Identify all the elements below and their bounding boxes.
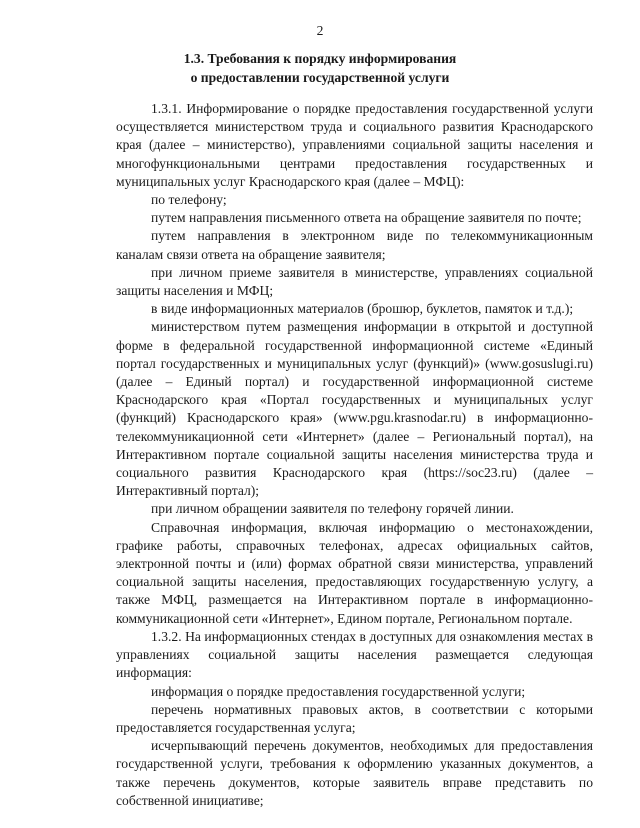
paragraph-1-3-2: 1.3.2. На информационных стендах в доступных для ознакомления местах в управлениях социальной защиты населения размещается следующая информация:	[116, 628, 593, 681]
list-item-documents: исчерпывающий перечень документов, необходимых для предоставления государственной услуги, требования к оформлению указанных документов, а также перечень документов, которые заявитель вправе представить по собственной инициативе;	[116, 738, 593, 808]
list-item-phone: по телефону;	[151, 192, 227, 208]
section-heading	[116, 49, 524, 87]
paragraph-reference-info: Справочная информация, включая информацию о местонахождении, графике работы, справочных телефонах, адресах официальных сайтов, электронной почты и (или) формах обратной связи министерства, управлений социальной защиты населения, предоставляющих государственную услугу, а также МФЦ, размещается на Интерактивном портале в информационно-коммуникационной сети «Интернет», Едином портале, Региональном портале.	[116, 519, 593, 626]
document-body	[116, 100, 593, 810]
list-item-written-reply: путем направления письменного ответа на обращение заявителя по почте;	[151, 210, 582, 226]
page-number: 2	[316, 23, 324, 38]
list-item-legal-acts: перечень нормативных правовых актов, в соответствии с которыми предоставляется государственная услуга;	[116, 701, 593, 735]
list-item-info-materials: в виде информационных материалов (брошюр, буклетов, памяток и т.д.);	[151, 301, 574, 317]
list-item-electronic-reply: путем направления в электронном виде по телекоммуникационным каналам связи ответа на обращение заявителя;	[116, 228, 593, 262]
section-heading-line-1: 1.3. Требования к порядку информирования	[183, 51, 457, 66]
list-item-hotline: при личном обращении заявителя по телефону горячей линии.	[151, 501, 514, 517]
paragraph-1-3-1: 1.3.1. Информирование о порядке предоставления государственной услуги осуществляется министерством труда и социального развития Краснодарского края (далее – министерство), управлениями социальной защиты населения и многофункциональными центрами предоставления государственных и муниципальных услуг Краснодарского края (далее – МФЦ):	[116, 101, 593, 189]
list-item-personal-reception: при личном приеме заявителя в министерстве, управлениях социальной защиты населения и МФЦ;	[116, 264, 593, 299]
list-item-portals: министерством путем размещения информации в открытой и доступной форме в федеральной государственной информационной системе «Единый портал государственных и муниципальных услуг (функций)» (www.gosuslugi.ru) (далее – Единый портал) и государственной информационной системе Краснодарского края «Портал государственных и муниципальных услуг (функций) Краснодарского края» (www.pgu.krasnodar.ru) в информационно-телекоммуникационной сети «Интернет» (далее – Региональный портал), на Интерактивном портале социальной защиты населения министерства труда и социального развития Краснодарского края (https://soc23.ru) (далее – Интерактивный портал);	[116, 319, 593, 499]
list-item-procedure-info: информация о порядке предоставления государственной услуги;	[151, 683, 526, 699]
section-heading-line-2: о предоставлении государственной услуги	[190, 70, 450, 85]
